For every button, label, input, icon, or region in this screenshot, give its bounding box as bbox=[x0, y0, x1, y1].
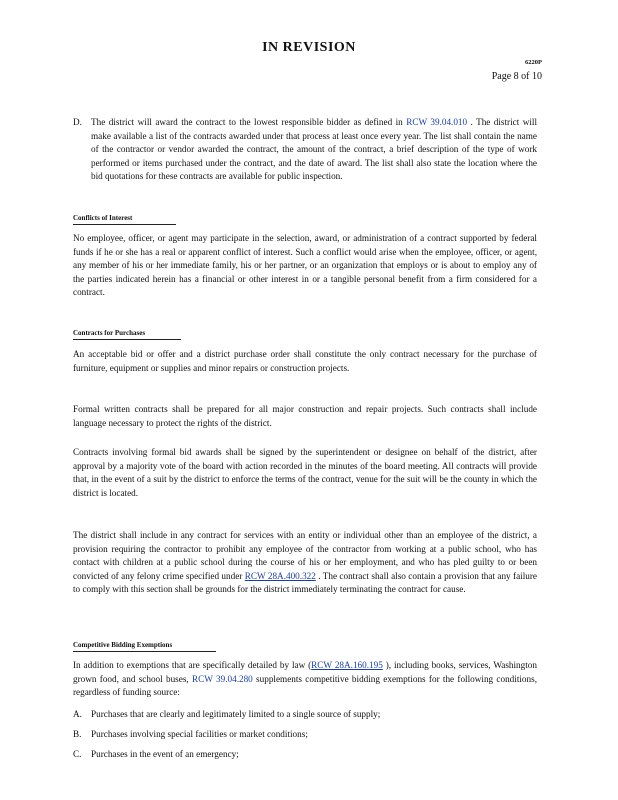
rcw-39-04-010-link[interactable]: RCW 39.04.010 bbox=[406, 117, 468, 127]
contracts-paragraph-4 bbox=[73, 529, 537, 597]
contracts-p4-after: . The contract shall also contain a provision that any failure to comply with this section shall be grounds for the district immediately terminating the contract for cause. bbox=[73, 570, 537, 595]
exemption-item-c-letter: C. bbox=[73, 749, 82, 759]
exemptions-text-after: supplements competitive bidding exemptions for the following conditions, regardless of funding source: bbox=[73, 673, 537, 698]
exemption-item-a-text: Purchases that are clearly and legitimately limited to a single source of supply; bbox=[91, 709, 381, 719]
conflicts-paragraph: No employee, officer, or agent may participate in the selection, award, or administration of a contract supported by federal funds if he or she has a real or apparent conflict of interest. Such a conflict would arise when the employee, officer, or agent, any member of his or her immediate family, his or her partner, or an organization that employs or is about to employ any of the parties indicated herein has a financial or other interest in or a tangible personal benefit from a firm considered for a contract. bbox=[73, 233, 537, 298]
exemptions-text-before: In addition to exemptions that are specifically detailed by law ( bbox=[73, 660, 312, 670]
page-title: IN REVISION bbox=[262, 40, 356, 55]
rcw-39-04-280-link[interactable]: RCW 39.04.280 bbox=[191, 673, 253, 684]
exemption-item-b-letter: B. bbox=[73, 729, 82, 739]
policy-code: 6220P bbox=[525, 59, 542, 66]
exemptions-paragraph bbox=[73, 659, 537, 700]
conflicts-heading: Conflicts of Interest bbox=[73, 213, 176, 225]
exemptions-text-mid: ), including books, services, Washington grown food, and school buses, bbox=[73, 660, 537, 684]
rcw-28a-400-322-link[interactable]: RCW 28A.400.322 bbox=[244, 570, 316, 581]
contracts-paragraph-2: Formal written contracts shall be prepared for all major construction and repair projects. Such contracts shall include language necessary to protect the rights of the district. bbox=[73, 404, 537, 428]
item-d-letter: D. bbox=[73, 117, 82, 127]
item-d-text-after: . The district will make available a list of the contracts awarded under that process at least once every year. The list shall contain the name of the contractor or vendor awarded the contract, the amount of the contract, a brief description of the type of work performed or items purchased under the contract, and the date of award. The list shall also state the location where the bid quotations for these contracts are available for public inspection. bbox=[91, 117, 538, 182]
page-number: Page 8 of 10 bbox=[491, 71, 542, 82]
contracts-heading: Contracts for Purchases bbox=[73, 328, 181, 340]
exemption-item-a-letter: A. bbox=[73, 709, 82, 719]
item-d-text-before: The district will award the contract to the lowest responsible bidder as defined in bbox=[91, 117, 407, 127]
exemptions-heading: Competitive Bidding Exemptions bbox=[73, 640, 216, 652]
contracts-p4-before: The district shall include in any contract for services with an entity or individual other than an employee of the district, a provision requiring the contractor to prohibit any employee of the contractor from working at a public school, who has contact with children at a public school during the course of his or her employment, and who has pled guilty to or been convicted of any felony crime specified under bbox=[73, 530, 537, 581]
rcw-28a-160-195-link[interactable]: RCW 28A.160.195 bbox=[311, 660, 383, 670]
exemption-item-c-text: Purchases in the event of an emergency; bbox=[91, 749, 239, 759]
contracts-paragraph-3: Contracts involving formal bid awards shall be signed by the superintendent or designee on behalf of the district, after approval by a majority vote of the board with action recorded in the minutes of the board meeting. All contracts will provide that, in the event of a suit by the district to enforce the terms of the contract, venue for the suit will be the county in which the district is located. bbox=[73, 447, 537, 498]
exemption-item-b-text: Purchases involving special facilities or market conditions; bbox=[91, 729, 308, 739]
contracts-paragraph-1: An acceptable bid or offer and a district purchase order shall constitute the only contract necessary for the purchase of furniture, equipment or supplies and minor repairs or construction projects. bbox=[73, 349, 537, 373]
item-d-paragraph bbox=[91, 116, 537, 184]
